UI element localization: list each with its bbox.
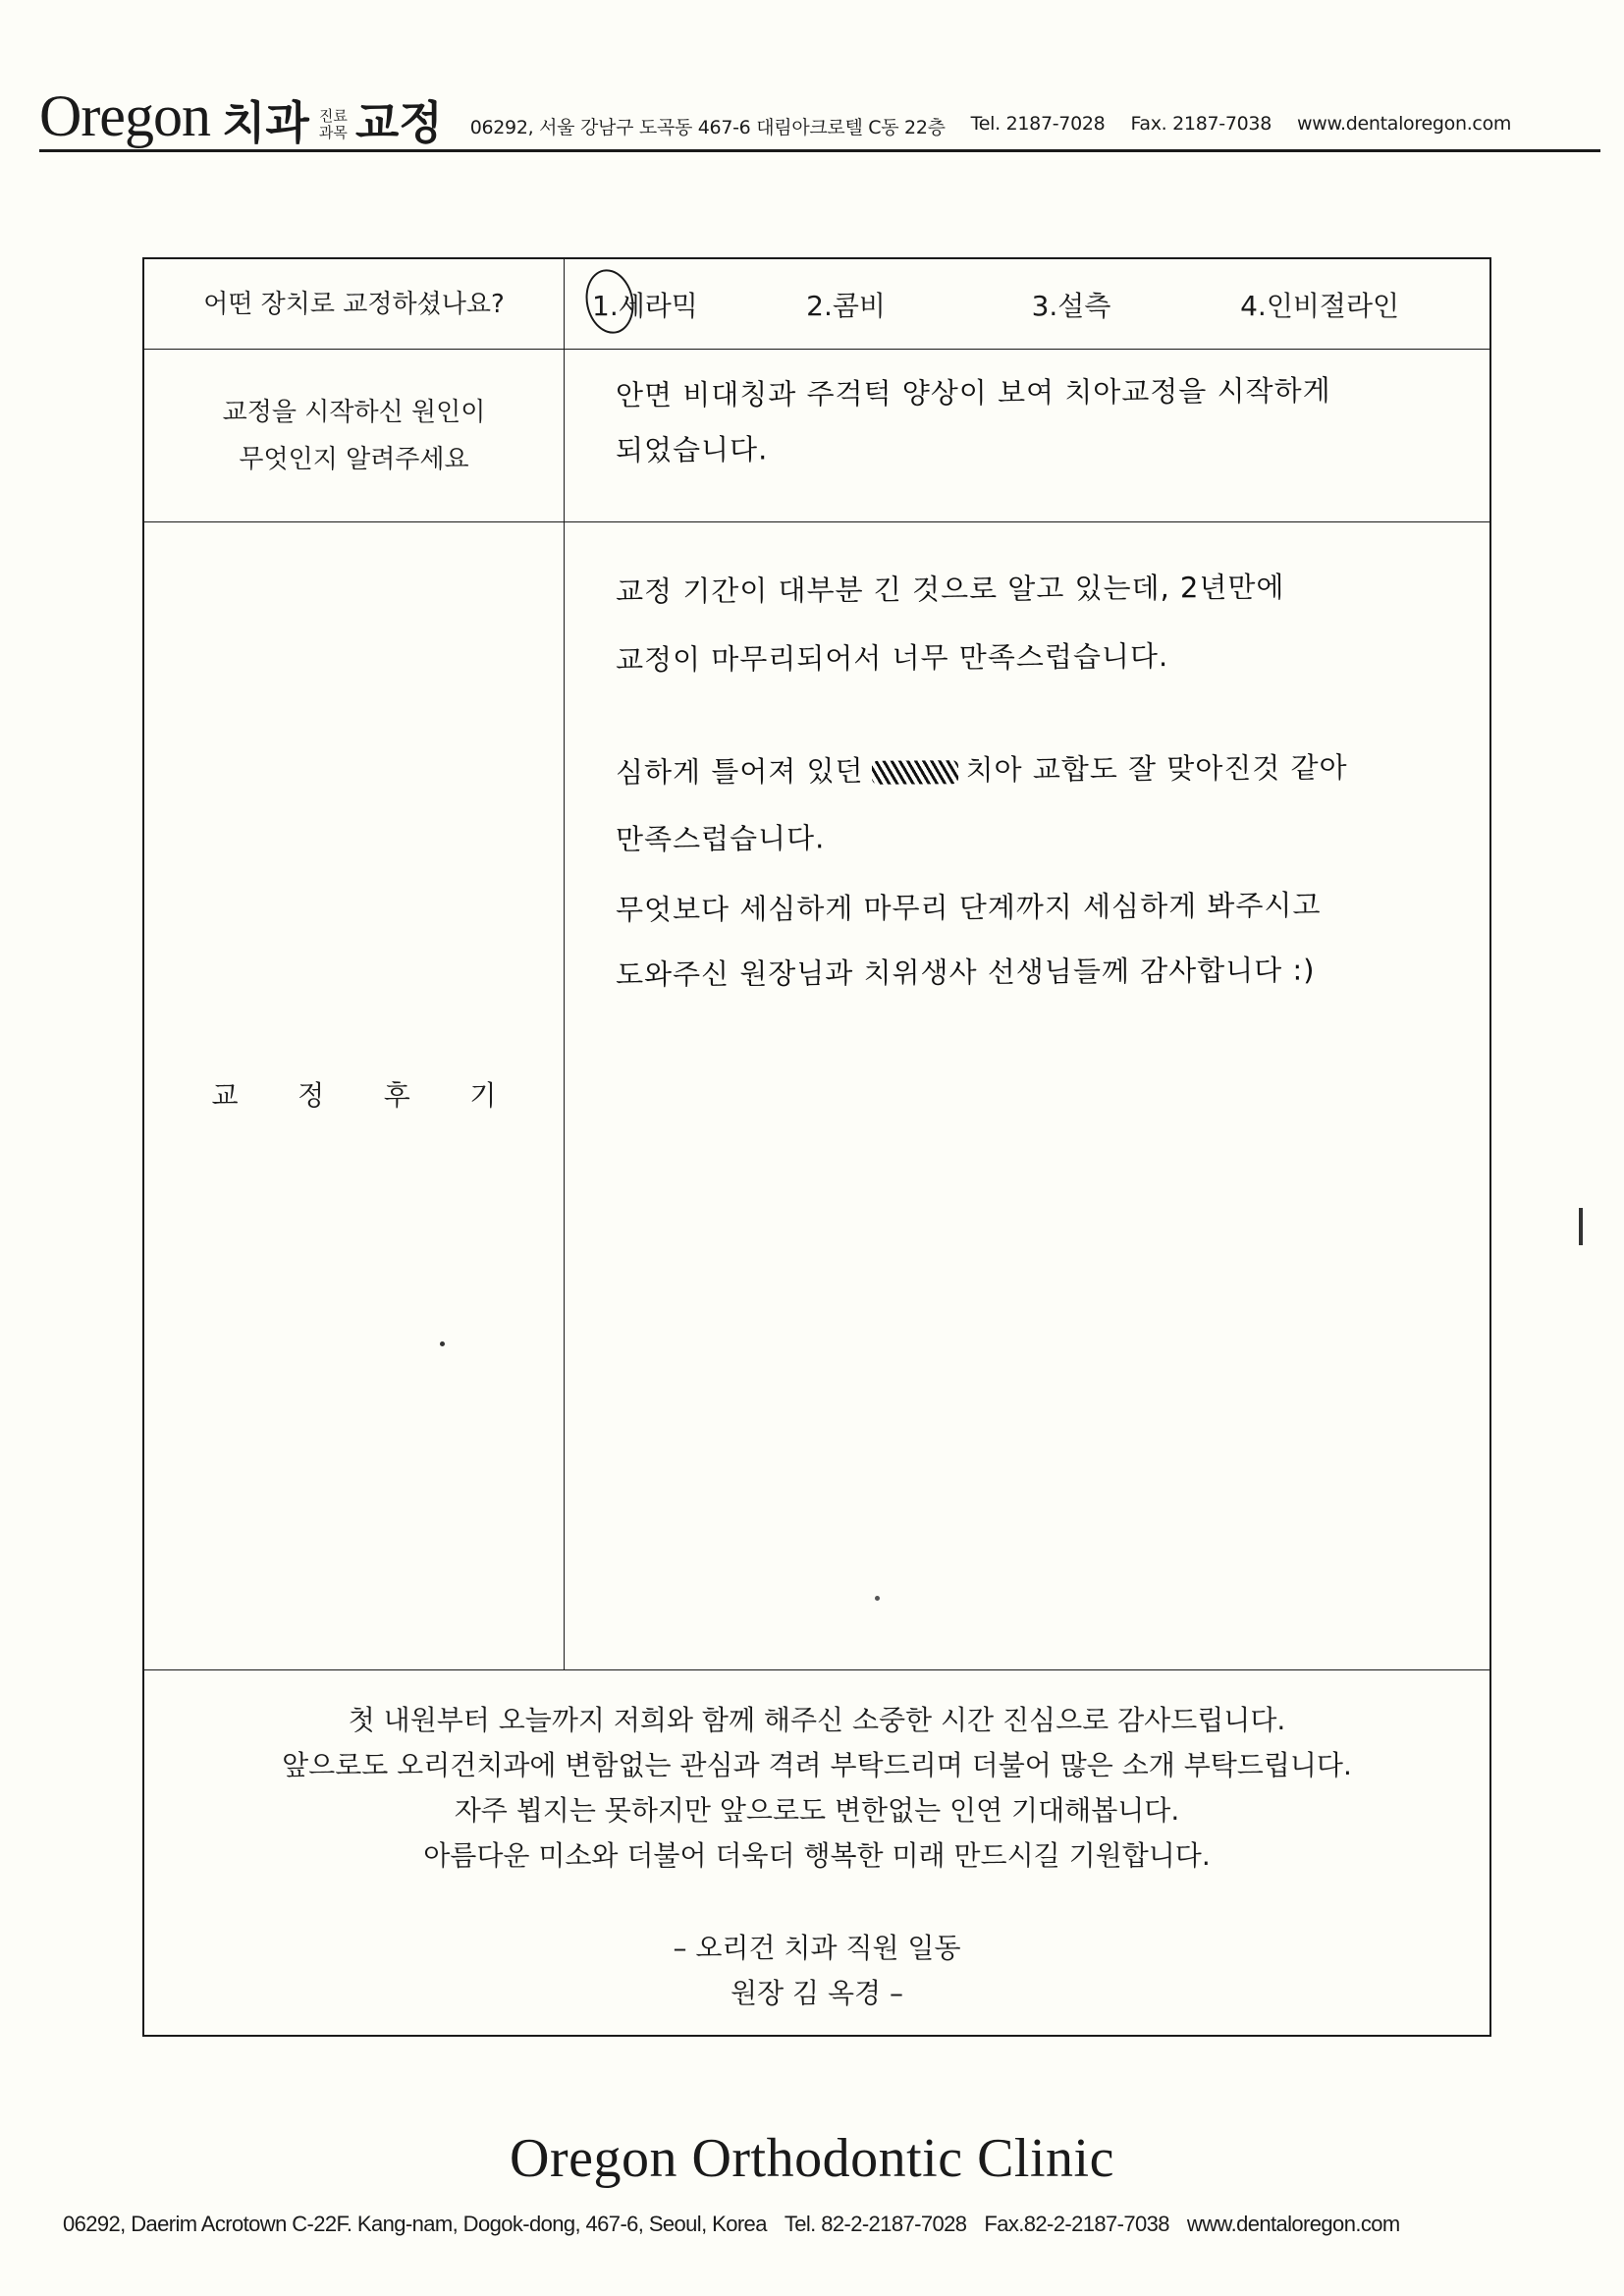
review-line-2: 교정이 마무리되어서 너무 만족스럽습니다. (615, 639, 1169, 677)
closing-line-3: 자주 뵙지는 못하지만 앞으로도 변한없는 인연 기대해봅니다. (454, 1794, 1180, 1827)
selected-circle-mark (580, 264, 640, 338)
review-line-5: 무엇보다 세심하게 마무리 단계까지 세심하게 봐주시고 (615, 888, 1322, 927)
closing-line-4: 아름다운 미소와 더불어 더욱더 행복한 미래 만드시길 기원합니다. (423, 1839, 1211, 1872)
option-invisalign-label: 4.인비절라인 (1240, 289, 1400, 322)
header-address: 06292, 서울 강남구 도곡동 467-6 대림아크로텔 C동 22층 (469, 117, 946, 138)
closing-message (144, 1670, 1489, 2034)
option-ceramic-label: 1.세라믹 (592, 289, 698, 322)
option-combi[interactable] (806, 285, 1031, 324)
review-line-4: 만족스럽습니다. (615, 821, 826, 856)
option-invisalign[interactable] (1240, 285, 1489, 324)
header-tel: Tel. 2187-7028 (970, 113, 1106, 135)
reason-question-line2: 무엇인지 알려주세요 (239, 444, 469, 474)
letterhead (39, 77, 1600, 149)
crossed-out-scribble (872, 760, 958, 785)
brand-name-ko: 치과 (221, 96, 309, 149)
scan-speck (440, 1341, 445, 1346)
reason-question (144, 350, 565, 521)
dept-small-2: 과목 (318, 124, 348, 141)
footer-contact (63, 2212, 1595, 2237)
device-row (144, 259, 1489, 350)
review-answer[interactable] (565, 522, 1489, 1669)
option-lingual[interactable] (1032, 285, 1241, 324)
header-contact (470, 113, 1511, 139)
footer-fax: Fax.82-2-2187-7038 (984, 2212, 1169, 2236)
review-line-3 (616, 745, 1348, 791)
reason-question-line1: 교정을 시작하신 원인이 (222, 397, 486, 427)
scan-speck (1579, 1208, 1583, 1245)
dept-small-1: 진료 (318, 107, 348, 125)
reason-row (144, 350, 1489, 522)
review-row (144, 522, 1489, 1670)
device-question: 어떤 장치로 교정하셨나요? (144, 259, 565, 349)
review-label-char-3: 후 (383, 1079, 410, 1112)
footer-address: 06292, Daerim Acrotown C-22F. Kang-nam, Dogok-dong, 467-6, Seoul, Korea (63, 2212, 767, 2236)
stray-dot (875, 1596, 880, 1601)
review-question (144, 522, 565, 1669)
footer-web: www.dentaloregon.com (1186, 2212, 1400, 2236)
review-form (142, 257, 1491, 2037)
closing-sign-line2: 원장 김 옥경 – (731, 1977, 903, 2009)
closing-line-2: 앞으로도 오리건치과에 변함없는 관심과 격려 부탁드리며 더불어 많은 소개 부탁드립니다. (282, 1749, 1352, 1781)
header-divider (39, 149, 1600, 152)
review-label-char-2: 정 (298, 1079, 325, 1112)
option-combi-label: 2.콤비 (806, 289, 886, 322)
review-line-3a: 심하게 틀어져 있던 (615, 753, 864, 790)
closing-row (144, 1670, 1489, 2034)
review-line-1: 교정 기간이 대부분 긴 것으로 알고 있는데, 2년만에 (615, 570, 1285, 609)
footer-tel: Tel. 82-2-2187-7028 (784, 2212, 967, 2236)
option-ceramic[interactable] (592, 285, 806, 324)
reason-answer[interactable] (565, 350, 1489, 521)
brand-name-en: Oregon (39, 83, 210, 148)
reason-answer-line2: 되었습니다. (615, 432, 769, 467)
header-web: www.dentaloregon.com (1296, 113, 1512, 135)
dept-name: 교정 (354, 96, 443, 149)
dept-small-label (319, 108, 348, 141)
device-options (565, 259, 1489, 349)
review-line-6: 도와주신 원장님과 치위생사 선생님들께 감사합니다 :) (615, 953, 1316, 992)
reason-answer-line1: 안면 비대칭과 주걱턱 양상이 보여 치아교정을 시작하게 (615, 373, 1331, 412)
closing-line-1: 첫 내원부터 오늘까지 저희와 함께 해주신 소중한 시간 진심으로 감사드립니다. (348, 1704, 1286, 1736)
footer-clinic-name: Oregon Orthodontic Clinic (510, 2128, 1114, 2189)
review-label-char-1: 교 (211, 1079, 239, 1112)
review-label-char-4: 기 (469, 1079, 497, 1112)
option-lingual-label: 3.설측 (1031, 289, 1111, 322)
header-fax: Fax. 2187-7038 (1130, 113, 1272, 135)
closing-sign-line1: – 오리건 치과 직원 일동 (673, 1932, 961, 1964)
review-line-3b: 치아 교합도 잘 맞아진것 같아 (965, 750, 1348, 788)
